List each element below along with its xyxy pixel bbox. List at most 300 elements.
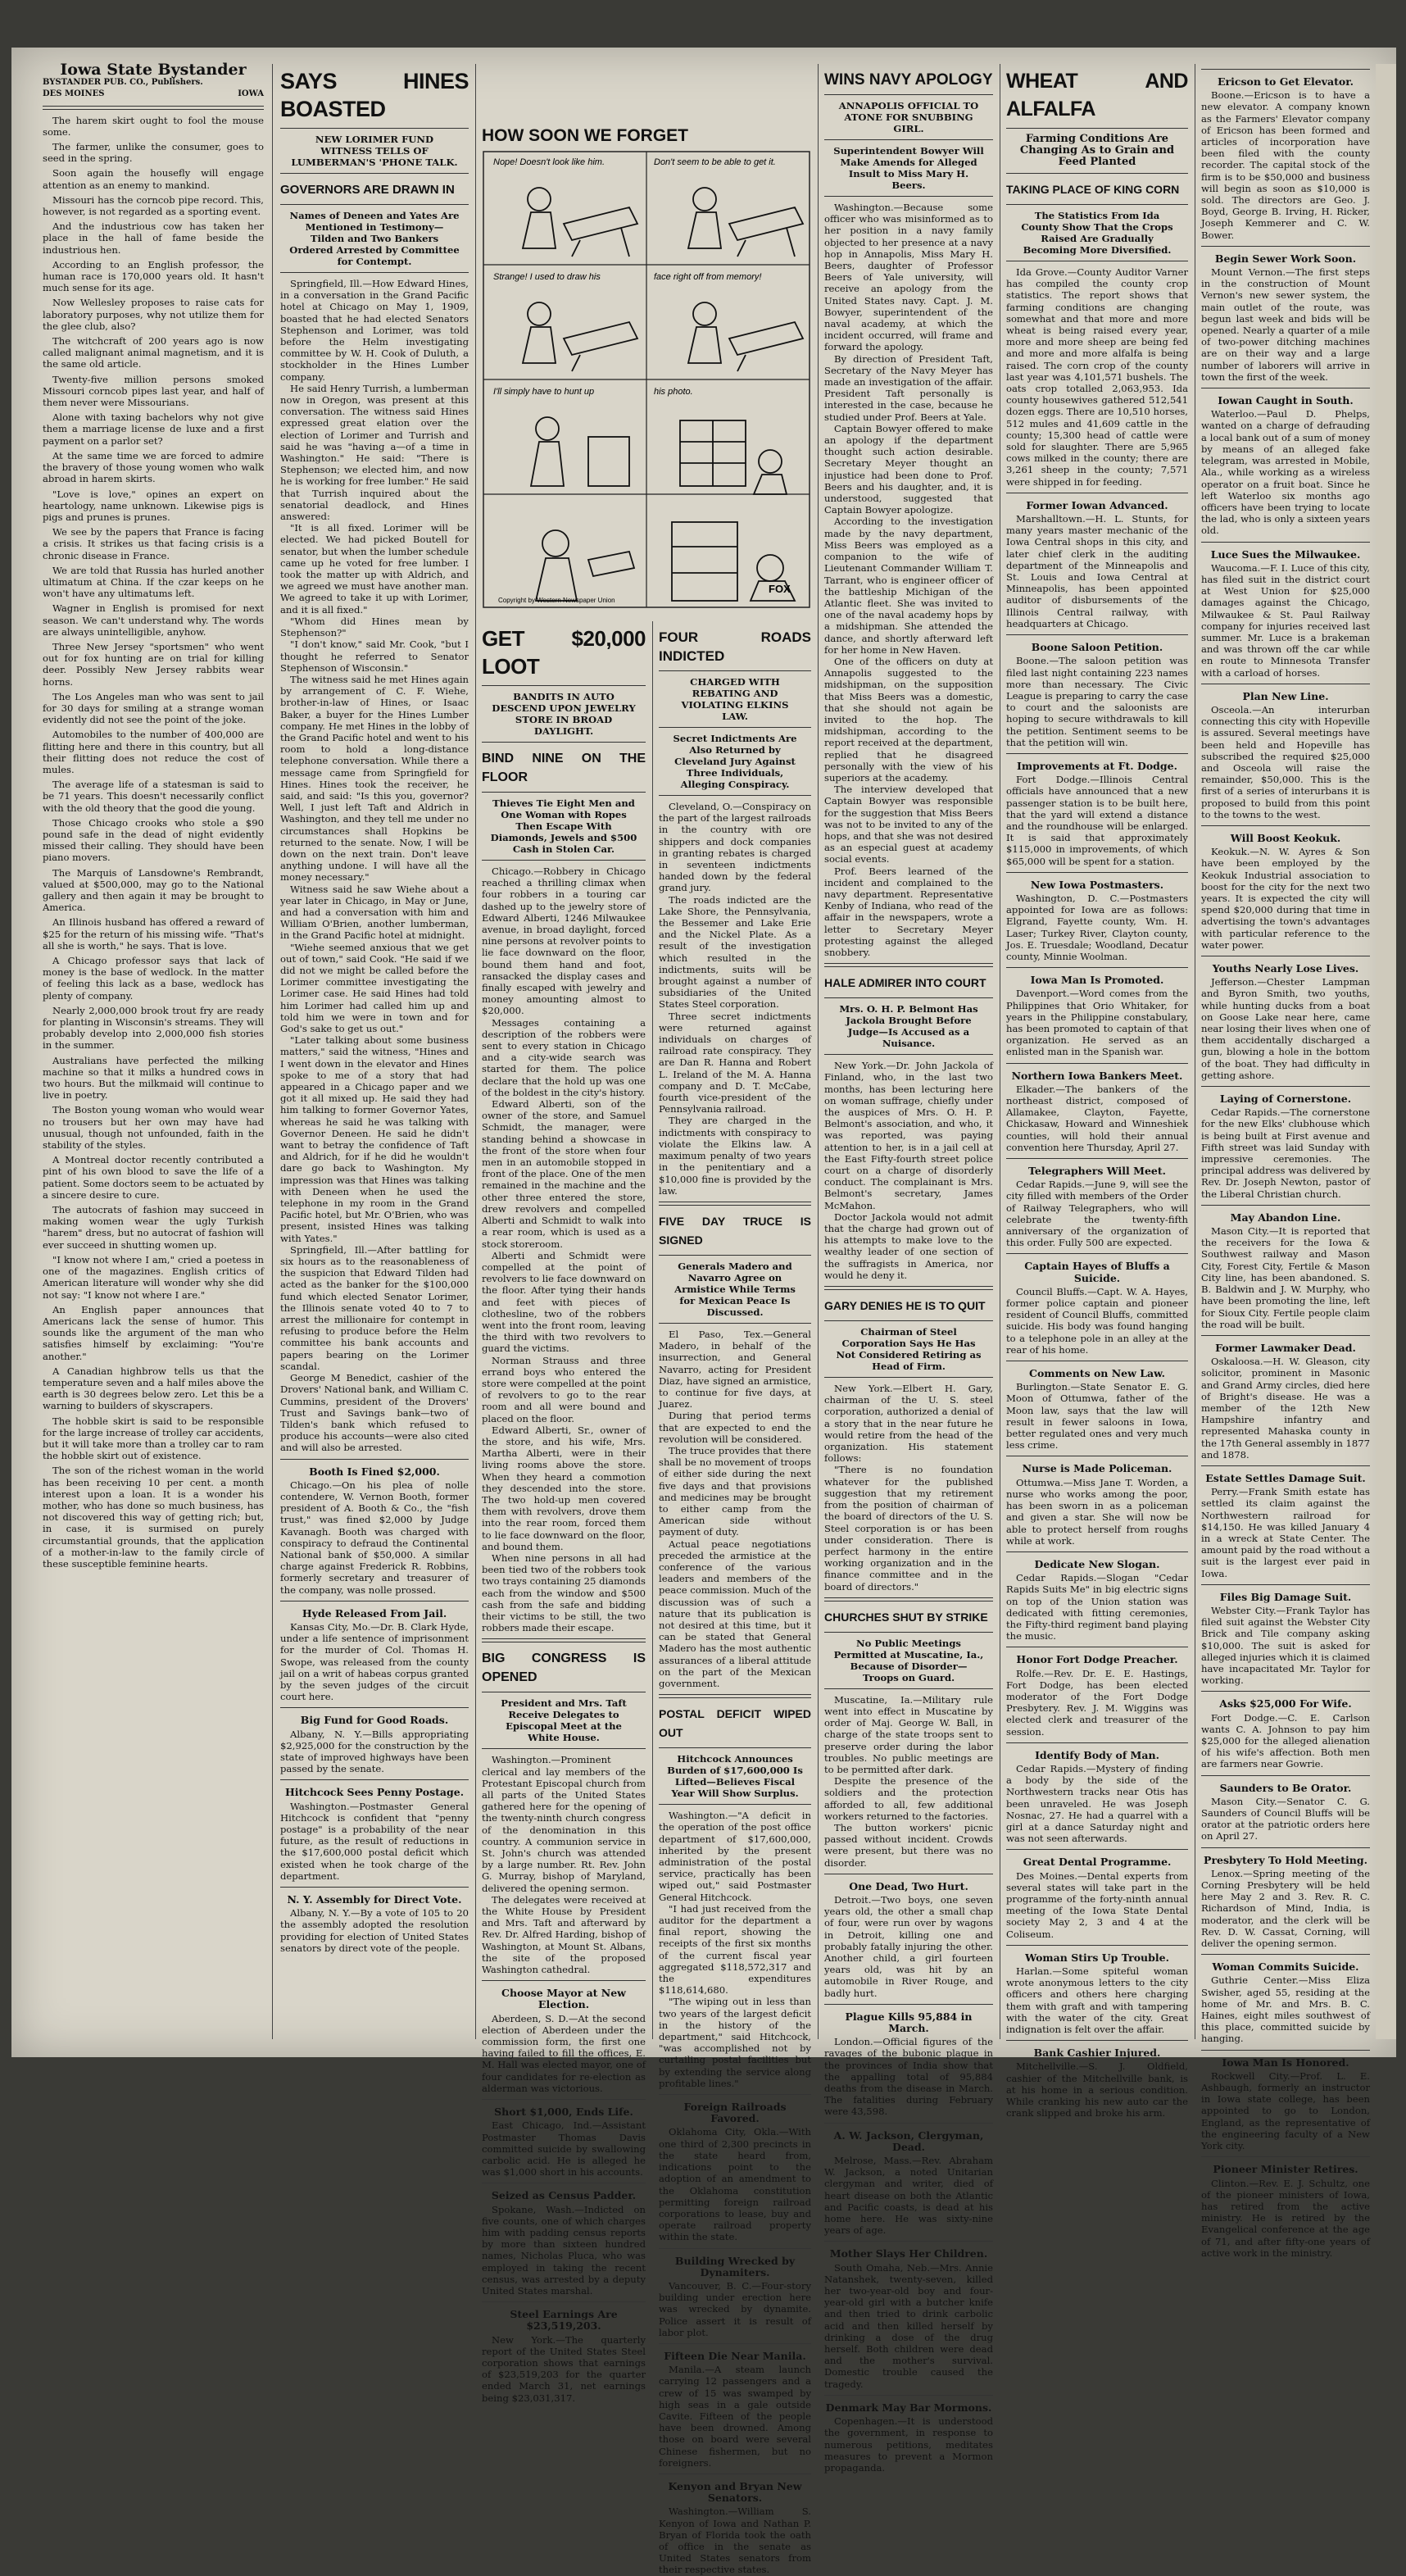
column-3b-briefs [659, 2094, 811, 2576]
editorial-paragraph: "I know not where I am," cried a poetess in one of the magazines. English critics of American literature will wonder why she did not say: "I know not where I are." [43, 1253, 264, 1301]
rule [824, 139, 993, 140]
cartoon-caption-4: face right off from memory! [654, 272, 762, 282]
paragraph: The truce provides that there shall be no movement of troops of either side during the next five days and that provisions and medicines may be brought to either camp from the American side without payment of duty. [659, 1444, 811, 1538]
headline-governors: GOVERNORS ARE DRAWN IN [280, 183, 455, 197]
brief-body: New York.—The quarterly report of the United States Steel corporation shows that earnings of $23,519,203 for the quarter ended March 31, net earnings being $23,031,317. [482, 2333, 646, 2404]
brief-body: Chicago.—On his plea of nolle contendere, W. Vernon Booth, former president of A. Booth & Co., the "fish trust," was fined $2,000 by Judge Kavanagh. Booth was charged with conspiracy to defraud the Continental National bank of $50,000. A similar charge against Frederick R. Robbins, formerly secretary and treasurer of the company, was nolle prossed. [280, 1479, 469, 1596]
rule [280, 204, 469, 205]
brief-body: Melrose, Mass.—Rev. Abraham W. Jackson, a noted Unitarian clergyman and writer, died of heart disease on both the Atlantic and Pacific coasts, is dead at his home here. He was sixty-nine years of age. [824, 2155, 993, 2237]
rule [659, 795, 811, 796]
brief-body: Fort Dodge.—Illinois Central officials have announced that a new passenger station is to be built here, that the yard will extend a distance and the roundhouse will be enlarged. It is said that approximately $115,000 in improvements, of which $65,000 will be spent for a station. [1006, 774, 1188, 867]
brief-heading: Former Iowan Advanced. [1026, 498, 1168, 511]
paragraph: By direction of President Taft, Secretary of the Navy Meyer has made an investigation of the affair. President Taft personally is interested in the case, because he studied under Prof. Beers at Yale. [824, 352, 993, 423]
brief-heading: One Dead, Two Hurt. [849, 1879, 968, 1892]
deck-churches: No Public Meetings Permitted at Muscatine, Ia., Because of Disorder—Troops on Guard. [833, 1637, 984, 1683]
rule [659, 2094, 811, 2095]
brief-heading: Fifteen Die Near Manila. [664, 2349, 806, 2362]
headline-wheat: WHEAT AND ALFALFA [1006, 70, 1188, 120]
rule [659, 1694, 811, 1698]
brief-body: Rockwell City.—Prof. L. E. Ashbaugh, formerly an instructor in Iowa state college, has been appointed to go to London, England, as the representative of the engineering faculty of a New York city. [1201, 2069, 1370, 2152]
editorial-paragraph: The son of the richest woman in the world has been receiving 10 per cent. a month interest upon a loan. It is a wonder his mother, who has done so much business, has not discovered this way of getting rich; but, in case, it is surmised on purely circumstantial grounds, that the application of a mother-in-law to the family circle of these susceptible feminine hearts. [43, 1465, 264, 1570]
brief-body: Cedar Rapids.—Slogan "Cedar Rapids Suits Me" in big electric signs on top of the Union station was dedicated with fitting ceremonies, the Fifty-third regiment band playing the music. [1006, 1572, 1188, 1642]
editorial-paragraph: An Illinois husband has offered a reward of $25 for the return of his missing wife. "That's all she is worth," he says. That is love. [43, 916, 264, 952]
rule [280, 128, 469, 129]
brief-heading: N. Y. Assembly for Direct Vote. [287, 1893, 462, 1906]
deck-roads-2: Secret Indictments Are Also Returned by Cleveland Jury Against Three Individuals, Alleging Conspiracy. [673, 733, 797, 790]
deck-truce: Generals Madero and Navarro Agree on Armistice While Terms for Mexican Peace Is Discussed. [674, 1260, 796, 1318]
brief-heading: Building Wrecked by Dynamiters. [674, 2254, 796, 2278]
brief-body: Keokuk.—N. W. Ayres & Son have been employed by the Keokuk Industrial association to boost for the city for the next two years. It is expected the city will spend $20,000 during that time in advertising the town's advantages with particular reference to the water power. [1201, 846, 1370, 951]
rule [1201, 1335, 1370, 1336]
column-2 [280, 64, 469, 2039]
headline-gary: GARY DENIES HE IS TO QUIT [824, 1299, 986, 1313]
rule [824, 2241, 993, 2242]
brief-body: Cedar Rapids.—The cornerstone for the new Elks' clubhouse which is being built at First avenue and Fifth street was laid Sunday with impressive ceremonies. The principal address was delivered by Rev. Dr. Joseph Newton, pastor of the Liberal Christian church. [1201, 1106, 1370, 1200]
adjacent-page-edge [1376, 64, 1396, 2039]
paragraph: Norman Strauss and three errand boys who entered the store were compelled at the point of revolvers to go to the rear room and all were bound and placed on the floor. [482, 1354, 646, 1424]
brief-heading: Woman Commits Suicide. [1212, 1960, 1359, 1974]
rule [1201, 246, 1370, 247]
brief-heading: Captain Hayes of Bluffs a Suicide. [1024, 1260, 1170, 1284]
paragraph: Witness said he saw Wiehe about a year later in Chicago, in May or June, and had a conversation with him and William O'Brien, another lumberman, in the Grand Pacific hotel at midnight. [280, 883, 469, 942]
column-2-briefs [280, 1459, 469, 1955]
editorial-paragraph: Nearly 2,000,000 brook trout fry are ready for planting in Wisconsin's streams. They will probably develop into 2,000,000 fish stories in the summer. [43, 1004, 264, 1052]
rule [824, 1286, 993, 1290]
publisher-name: BYSTANDER PUB. CO., Publishers. [43, 78, 203, 88]
rule [1006, 1849, 1188, 1850]
paragraph: "I had just received from the auditor for the department a final report, showing the receipts of the first six months of the current fiscal year aggregated $118,572,317 and the expenditures $118,614,680. [659, 1902, 811, 1997]
rule [482, 1980, 646, 1981]
column-3b [659, 621, 811, 2576]
brief-heading: Honor Fort Dodge Preacher. [1016, 1653, 1178, 1666]
paragraph: Captain Bowyer offered to make an apology if the department thought such action desirable. Secretary Meyer thought an injustice had been done to Prof. Beers and his daughter, and, it is understood, suggested that Captain Bowyer apologize. [824, 422, 993, 516]
brief-heading: Boone Saloon Petition. [1031, 641, 1163, 654]
paragraph: "It is all fixed. Lorimer will be elected. We had picked Boutell for senator, but when the lumber schedule came up he voted for free lumber. I took the matter up with Aldrich, and we agreed we must have another man. We agreed to take it up with Lorimer, and it is all fixed." [280, 522, 469, 616]
rule [482, 2099, 646, 2100]
article-roads-body [659, 801, 811, 1197]
deck-roads: CHARGED WITH REBATING AND VIOLATING ELKINS LAW. [681, 676, 789, 722]
rule [824, 1377, 993, 1378]
brief-body: Cedar Rapids.—Mystery of finding a body by the side of the Northwestern tracks near Otis has been unraveled. He was Joseph Nosnac, 27. He had a quarrel with a girl at a dance Saturday night and was not seen afterwards. [1006, 1762, 1188, 1845]
headline-postal: POSTAL DEFICIT WIPED OUT [659, 1707, 811, 1740]
paragraph: The witness said he met Hines again by arrangement of C. F. Wiehe, brother-in-law of Hines, or Isaac Baker, a buyer for the Hines Lumber company. He met Hines in the lobby of the Grand Pacific hotel and went to his room to hold a long-distance telephone conversation. While there a message came from Springfield for Hines. Hines took the receiver, he said, and said: "Is this you, governor? Well, I just left Taft and Aldrich in Washington, and they tell me under no circumstances shall Hopkins be returned to the senate. Now, I will be down on the next train. Don't leave anything undone. I will have all the money necessary." [280, 673, 469, 884]
rule [482, 860, 646, 861]
brief-body: Oklahoma City, Okla.—With one third of 2,300 precincts in the state heard from, indications point to the adoption of an amendment to the Oklahoma constitution permitting foreign railroad corporations to lease, buy and operate railroad property within the state. [659, 2126, 811, 2243]
deck-governors: Names of Deneen and Yates Are Mentioned in Testimony—Tilden and Two Bankers Ordered Arrested by Committee for Contempt. [289, 210, 460, 267]
paragraph: He said Henry Turrish, a lumberman now in Oregon, was present at this conversation. The witness said Hines expressed great elation over the election of Lorimer and Turrish and said he was "having a—of a time in Washington." He said: "There is Stephenson; we elected him, and now he is working for free lumber." He said that Turrish inquired about the senatorial deadlock, and Hines answered: [280, 382, 469, 523]
brief-heading: Northern Iowa Bankers Meet. [1011, 1069, 1183, 1082]
headline-congress: BIG CONGRESS IS OPENED [482, 1651, 646, 1685]
brief-heading: Comments on New Law. [1029, 1367, 1165, 1380]
rule [1006, 2040, 1188, 2041]
paragraph: Washington.—"A deficit in the operation of the post office department of $17,600,000, inherited by the present administration of the postal service, practically has been wiped out," said Postmaster General Hitchcock. [659, 1810, 811, 1903]
brief-body: Fort Dodge.—C. E. Carlson wants C. A. Johnson to pay him $25,000 for the alleged alienation of his wife's affection. Both men are farmers near Gowrie. [1201, 1711, 1370, 1770]
rule [280, 1887, 469, 1888]
editorial-paragraph: A Chicago professor says that lack of money is the base of wedlock. In the matter of feeling this lack as a base, wedlock has plenty of company. [43, 955, 264, 1002]
editorial-paragraph: We are told that Russia has hurled another ultimatum at China. If the czar keeps on he won't have any ultimatums left. [43, 564, 264, 600]
brief-heading: Booth Is Fined $2,000. [309, 1465, 440, 1478]
rule [1201, 2156, 1370, 2157]
paragraph: When nine persons in all had been tied two of the robbers took two trays containing 25 diamonds each from the window and $500 cash from the safe and bidding their victims to be still, the two robbers made their escape. [482, 1552, 646, 1634]
brief-body: Webster City.—Frank Taylor has filed suit against the Webster City Brick and Tile company asking $10,000. The suit is asked for alleged injuries which it is claimed have incapacitated Mr. Taylor for working. [1201, 1604, 1370, 1687]
cartoon-signature: FOX [769, 583, 791, 595]
brief-heading: Improvements at Ft. Dodge. [1017, 759, 1177, 772]
brief-heading: Identify Body of Man. [1035, 1748, 1159, 1761]
article-truce-body [659, 1329, 811, 1689]
brief-body: Boone.—Ericson is to have a new elevator. A company known as the Farmers' Elevator company of Ericson has been formed and articles of incorporation have been filed with the county recorder. The capital stock of the firm is to be $50,000 and business will begin as soon as $10,000 is sold. The directors are Geo. J. Boyd, George B. Irving, H. Ricker, Joseph Kemmerer and C. W. Bower. [1201, 89, 1370, 241]
paragraph: "I don't know," said Mr. Cook, "but I thought he referred to Senator Stephenson of Wisconsin." [280, 638, 469, 674]
rule [659, 2248, 811, 2249]
brief-body: Rolfe.—Rev. Dr. E. E. Hastings, Fort Dodge, has been elected moderator of the Fort Dodge Presbytery. Rev. J. M. Wiggins was elected clerk and treasurer of the session. [1006, 1667, 1188, 1738]
column-divider [818, 64, 819, 2039]
rule [280, 272, 469, 273]
paragraph: Springfield, Ill.—How Edward Hines, in a conversation in the Grand Pacific hotel at Chicago on May 1, 1909, boasted that he had elected Senators Stephenson and Lorimer, was told before the Helm investigating committee by W. H. Cook of Duluth, a stockholder in the Hines Lumber company. [280, 278, 469, 383]
paragraph: "Later talking about some business matters," said the witness, "Hines and I went down in the elevator and Hines spoke to me of a story that had appeared in a Chicago paper and we got it all mixed up. He said they had him talking to former Governor Yates, whereas he said he was talking with Governor Deneen. He said he didn't want to betray the confidence of Taft and Aldrich, for if he did he wouldn't dare go back to Washington. My impression was that Hines was talking with Deneen when he used the telephone in my room in the Grand Pacific hotel, but Mr. O'Brien, who was present, insisted Hines was talking with Yates." [280, 1034, 469, 1244]
editorial-paragraph: And the industrious cow has taken her place in the hall of fame beside the industrious hen. [43, 220, 264, 256]
brief-heading: Estate Settles Damage Suit. [1205, 1471, 1366, 1484]
editorial-paragraph: "Love is love," opines an expert on heartology, name unknown. Likewise pigs is pigs and prunes is prunes. [43, 488, 264, 523]
rule [1201, 1584, 1370, 1585]
rule [824, 963, 993, 967]
column-6-briefs [1201, 69, 1370, 2259]
brief-body: Spokane, Wash.—Indicted on five counts, one of which charges him with padding census reports by more than sixteen hundred names, Nicholas Pluca, who was employed in taking the recent census, was arrested by a deputy United States marshal. [482, 2203, 646, 2297]
masthead-location [43, 89, 264, 100]
rule [1201, 542, 1370, 543]
brief-body: Waterloo.—Paul D. Phelps, wanted on a charge of defrauding a local bank out of a sum of money by means of an alleged fake telegram, was arrested in Mobile, Ala., while working as a wireless operator on a fruit boat. Since he left Waterloo six months ago officers have been trying to locate the lad, who is only a sixteen years old. [1201, 408, 1371, 537]
paragraph: "Wiehe seemed anxious that we get out of town," said Cook. "He said if we did not we might be called before the Lorimer committee investigating the Lorimer case. He said Hines had told him Lorimer had called him up and told him we were in town and for God's sake to get us out." [280, 941, 469, 1034]
editorial-paragraph: The Boston young woman who would wear no trousers but her own may have had unusual, though not unfounded, faith in the stability of the styles. [43, 1104, 264, 1152]
brief-body: Mason City.—It is reported that the receivers for the Iowa & Southwest railway and Mason City, Forest City, Fertile & Mason City line, has been abandoned. S. B. Baldwin and J. W. Murphy, who have been promoting the line, left for Sioux City. Fertile people claim the road will be built. [1201, 1225, 1370, 1330]
rule [1006, 128, 1188, 129]
brief-heading: Nurse is Made Policeman. [1022, 1462, 1172, 1475]
brief-body: Manila.—A steam launch carrying 12 passengers and a crew of 15 was swamped by high seas in a gale outside Cavite. Fifteen of the people have been drowned. Among those on board were several Chinese fishermen, but no foreigners. [659, 2364, 811, 2469]
brief-heading: Steel Earnings Are $23,519,203. [510, 2308, 618, 2333]
column-divider [652, 621, 653, 2039]
editorial-paragraph: Missouri has the corncob pipe record. This, however, is not regarded as a sporting event. [43, 193, 264, 218]
rule [824, 94, 993, 95]
rule [659, 727, 811, 728]
rule [482, 742, 646, 743]
rule [1201, 1775, 1370, 1776]
cartoon-title: HOW SOON WE FORGET [482, 126, 688, 145]
rule [482, 1748, 646, 1749]
brief-body: Kansas City, Mo.—Dr. B. Clark Hyde, under a life sentence of imprisonment for the murder of Col. Thomas H. Swope, was released from the county jail on a writ of habeas corpus granted by the seven judges of the circuit court here. [280, 1620, 469, 1703]
rule [1201, 1205, 1370, 1206]
article-hines-body [280, 278, 469, 1454]
column-4 [824, 64, 993, 2474]
brief-heading: Laying of Cornerstone. [1219, 1093, 1352, 1106]
paragraph: They are charged in the indictments with conspiracy to violate the Elkins law. A maximum penalty of two years in the penitentiary and a $10,000 fine is provided by the law. [659, 1115, 811, 1197]
rule [482, 2301, 646, 2302]
brief-body: Clinton.—Rev. E. J. Schultz, one of the pioneer ministers of Iowa, has retired from the active ministry. He is retired by the Evangelical conference at the age of 71, and after fifty-one years of active work in the ministry. [1201, 2177, 1370, 2259]
brief-body: Harlan.—Some spiteful woman wrote anonymous letters to the city officers and others here charging them with graft and with tampering with the water of the city. Great indignation is felt over the affair. [1006, 1965, 1188, 2036]
editorial-paragraph: The autocrats of fashion may succeed in making women wear the ugly Turkish "harem" dress, but no autocrat of fashion will ever succeed in shutting women up. [43, 1204, 264, 1251]
rule [659, 1804, 811, 1805]
paragraph: New York.—Elbert H. Gary, chairman of the U. S. steel corporation, authorized a denial of a story that in the near future he would retire from the head of the organization. His statement follows: [824, 1383, 993, 1465]
paragraph: Three secret indictments were returned against individuals on charges of railroad rate conspiracy. They are Dan R. Hanna and Robert L. Ireland of the M. A. Hanna company and D. T. McCabe, fourth vice-president of the Pennsylvania railroad. [659, 1010, 811, 1115]
brief-body: Mount Vernon.—The first steps in the construction of Mount Vernon's new sewer system, the main outlet of the route, was begun last week and bids will be opened. Nearly a quarter of a mile of two-power ditching machines are on their way and a large number of laborers will arrive in town the first of the week. [1201, 266, 1370, 383]
brief-body: Perry.—Frank Smith estate has settled its claim against the Northwestern railroad for $14,150. He was killed January 4 in a wreck at State Center. The amount paid by the road without a suit is the largest ever paid in Iowa. [1201, 1486, 1370, 1579]
brief-heading: New Iowa Postmasters. [1030, 878, 1164, 891]
brief-heading: Files Big Damage Suit. [1219, 1590, 1352, 1603]
brief-heading: Iowan Caught in South. [1218, 394, 1354, 407]
deck-navy: ANNAPOLIS OFFICIAL TO ATONE FOR SNUBBING GIRL. [838, 100, 979, 134]
article-navy-body [824, 202, 993, 958]
deck-hines: NEW LORIMER FUND WITNESS TELLS OF LUMBERMAN'S 'PHONE TALK. [291, 134, 458, 168]
brief-body: Marshalltown.—H. L. Stunts, for many years master mechanic of the Iowa Central shops in this city, and later chief clerk in the auditing department of the Minneapolis and St. Louis and Iowa Central at Minneapolis, has been appointed auditor of disbursements of the Illinois Central railway, with headquarters at Chicago. [1006, 513, 1188, 629]
rule [1006, 173, 1188, 174]
brief-heading: Plague Kills 95,884 in March. [845, 2010, 973, 2034]
editorial-paragraph: Alone with taxing bachelors why not give them a marriage license de luxe and a first payment on a parlor set? [43, 411, 264, 447]
cartoon-caption-5: I'll simply have to hunt up [493, 387, 595, 397]
brief-body: Council Bluffs.—Capt. W. A. Hayes, former police captain and pioneer resident of Council Bluffs, committed suicide. His body was found hanging to a telephone pole in an alley at the rear of his home. [1006, 1285, 1188, 1356]
rule [1201, 825, 1370, 826]
paragraph: Chicago.—Robbery in Chicago reached a thrilling climax when four robbers in a touring car dashed up to the jewelry store of Edward Alberti, 1246 Milwaukee avenue, in broad daylight, forced nine persons at revolver points to lie face downward on the floor, bound them hand and foot, ransacked the display cases and finally escaped with jewelry and money amounting almost to $20,000. [482, 865, 646, 1017]
brief-heading: Saunders to Be Orator. [1219, 1781, 1352, 1794]
brief-heading: Begin Sewer Work Soon. [1214, 252, 1357, 265]
paragraph: Ida Grove.—County Auditor Varner has compiled the county crop statistics. The report shows that farming conditions are changing somewhat and that more and more wheat is being raised every year, more and more sheep are being fed and more and more alfalfa is being raised. The corn crop of the county last year was 4,101,571 bushels. The oats crop totalled 2,063,953. Ida county housewives gathered 512,541 dozen eggs. There are 10,510 horses, 512 mules and 41,609 cattle in the county; 15,300 head of cattle were sold for slaughter. There are 5,965 cows milked in the county; there are 3,261 sheep in the county; 7,571 were shipped in for feeding. [1006, 266, 1188, 488]
column-divider [475, 64, 476, 2039]
paragraph: The interview developed that Captain Bowyer was responsible for the suggestion that Miss Beers was not to be invited to any of the hops, and that she was not desired as an especial guest at academy social events. [824, 784, 993, 865]
paragraph: "There is no foundation whatever for the published suggestion that my retirement from the position of chairman of the board of directors of the U. S. Steel corporation is or has been under consideration. There is perfect harmony in the entire working organization and in the finance committee and in the board of directors." [824, 1464, 993, 1592]
paragraph: Muscatine, Ia.—Military rule went into effect in Muscatine by order of Maj. George W. Ball, in charge of the state troops sent to preserve order during the labor troubles. No public meetings are to be permitted after dark. [824, 1693, 993, 1775]
headline-roads: FOUR ROADS INDICTED [659, 629, 811, 664]
column-5-briefs [1006, 493, 1188, 2119]
rule [482, 1638, 646, 1642]
rule [1006, 634, 1188, 635]
article-hale-body [824, 1060, 993, 1281]
column-3 [482, 621, 646, 2404]
rule [824, 2004, 993, 2005]
brief-body: Mason City.—Senator C. G. Saunders of Council Bluffs will be orator at the patriotic orders here on April 27. [1201, 1795, 1370, 1842]
brief-heading: Former Lawmaker Dead. [1215, 1341, 1356, 1354]
brief-heading: A. W. Jackson, Clergyman, Dead. [833, 2128, 984, 2153]
paragraph: New York.—Dr. John Jackola of Finland, who, in the last two months, has been lecturing here on woman suffrage, chiefly under the auspices of Mrs. O. H. P. Belmont's association, and who, it was reported, was paying attention to her, is in a jail cell at the East Fifty-fourth street police court on a charge of disorderly conduct. The complainant is Mrs. Belmont's secretary, James McMahon. [824, 1060, 993, 1211]
rule [824, 196, 993, 197]
article-churches-body [824, 1694, 993, 1869]
cartoon-panels [482, 150, 811, 609]
brief-body: Albany, N. Y.—By a vote of 105 to 20 the assembly adopted the resolution providing for election of United States senators by direct vote of the people. [280, 1907, 469, 1954]
brief-heading: Woman Stirs Up Trouble. [1025, 1951, 1169, 1964]
brief-heading: Iowa Man Is Honored. [1222, 2056, 1349, 2069]
rule [824, 1632, 993, 1633]
brief-body: Detroit.—Two boys, one seven years old, the other a small chap of four, were run over by wagons in Detroit, killing one and probably fatally injuring the other. Another child, a girl fourteen years old, was hit by an automobile in River Rouge, and badly hurt. [824, 1893, 993, 1999]
paragraph: One of the officers on duty at Annapolis suggested to the midshipman, on the supposition that Miss Beers was a domestic, that she should not again be invited to the hop. The midshipman, according to the report received at the department, replied that he disagreed personally with the view of his superiors at the academy. [824, 655, 993, 784]
rule [1006, 204, 1188, 205]
rule [659, 1747, 811, 1748]
brief-body: Washington.—William S. Kenyon of Iowa and Nathan P. Bryan of Florida took the oath of office in the senate as United States senators from their respective states. [659, 2506, 811, 2576]
brief-body: Aberdeen, S. D.—At the second election of Aberdeen under the commission form, the first one having failed to fill the offices, E. M. Hall was elected mayor, one of four candidates for re-election as alderman was victorious. [482, 2012, 646, 2094]
brief-heading: Kenyon and Bryan New Senators. [668, 2479, 802, 2505]
cartoon-caption-2: Don't seem to be able to get it. [654, 157, 776, 167]
brief-heading: Seized as Census Padder. [491, 2189, 637, 2202]
rule [824, 1320, 993, 1321]
rule [1006, 872, 1188, 873]
editorial-paragraph: Automobiles to the number of 400,000 are flitting here and there in this country, but all their flitting does not reduce the cost of mules. [43, 729, 264, 775]
cartoon [482, 123, 811, 613]
paragraph: Washington.—Because some officer who was misinformed as to her position in a navy family objected to her presence at a navy hop in Annapolis, Miss Mary H. Beers, daughter of Professor Beers of Yale university, will receive an apology from the United States navy. Capt. J. M. Bowyer, superintendent of the naval academy, at which the incident occurred, will frame and forward the apology. [824, 202, 993, 353]
paragraph: Springfield, Ill.—After battling for six hours as to the reasonableness of the suspicion that Edward Tilden had acted as the banker for the $100,000 fund which elected Senator Lorimer, the Illinois senate voted 40 to 7 to arrest the millionaire for contempt in refusing to produce before the Helm committee his bank accounts and papers bearing on the Lorimer scandal. [280, 1243, 469, 1372]
deck-loot: BANDITS IN AUTO DESCEND UPON JEWELRY STORE IN BROAD DAYLIGHT. [492, 691, 636, 737]
brief-body: Ottumwa.—Miss Jane T. Worden, a nurse who works among the poor, has been sworn in as a policeman and given a star. She will now be able to protect herself from roughs while at work. [1006, 1476, 1188, 1547]
rule [280, 173, 469, 174]
rule [1201, 1465, 1370, 1466]
article-congress-body [482, 1754, 646, 1975]
cartoon-caption-6: his photo. [654, 387, 693, 397]
brief-body: Copenhagen.—It is understood the government, in response to numerous petitions, meditates measures to prevent a Mormon propaganda. [824, 2415, 993, 2474]
rule [824, 2395, 993, 2396]
paragraph: According to the investigation made by the navy department, Miss Beers was employed as a companion to the wife of Lieutenant Commander William T. Tarrant, who is engineer officer of the battleship Michigan of the Atlantic fleet. She was invited to one of the naval academy hops by a midshipman. She attended the dance, and shortly afterward left for her home in New Haven. [824, 516, 993, 656]
brief-heading: Dedicate New Slogan. [1034, 1557, 1160, 1570]
deck-congress: President and Mrs. Taft Receive Delegates to Episcopal Meet at the White House. [501, 1697, 627, 1744]
editorial-paragraph: Those Chicago crooks who stole a $90 pound safe in the dead of night evidently missed their calling. They should have been piano movers. [43, 816, 264, 864]
editorial-paragraph: The farmer, unlike the consumer, goes to seed in the spring. [43, 141, 264, 165]
column-3-briefs [482, 1980, 646, 2404]
paragraph: George M Benedict, cashier of the Drovers' National bank, and William C. Cummins, president of the Drovers' Trust and Savings bank—two of Tilden's bank which refused to produce his accounts—were also cited and will also be arrested. [280, 1372, 469, 1454]
rule [1201, 69, 1370, 70]
paragraph: The button workers' picnic passed without incident. Crowds were present, but there was no disorder. [824, 1821, 993, 1869]
paragraph: The roads indicted are the Lake Shore, the Pennsylvania, the Bessemer and Lake Erie and the Nickel Plate. As a result of the investigation which resulted in the indictments, suits will be brought against a number of subsidiaries of the United States Steel corporation. [659, 893, 811, 1011]
deck-king-corn: The Statistics From Ida County Show That the Crops Raised Are Gradually Becoming More Diversified. [1021, 210, 1173, 256]
brief-heading: Mother Slays Her Children. [829, 2247, 988, 2260]
editorial-paragraph: The hobble skirt is said to be responsible for the large increase of trolley car accidents, but it will take more than a trolley car to ram the hobble skirt out of existence. [43, 1415, 264, 1462]
brief-body: Guthrie Center.—Miss Eliza Swisher, aged 55, residing at the home of Mr. and Mrs. B. C. Haines, eight miles southwest of this place, committed suicide by hanging. [1201, 1974, 1370, 2045]
paragraph: Actual peace negotiations preceded the armistice at the conference of the various leaders and members of the peace commission. Much of the discussion was of such a nature that its publication is not desired at this time, but it can be stated that General Madero has the most authentic assurances of a liberal attitude on the part of the Mexican government. [659, 1538, 811, 1689]
brief-heading: Pioneer Minister Retires. [1213, 2163, 1358, 2176]
cartoon-caption-3: Strange! I used to draw his [493, 272, 601, 282]
paragraph: During that period terms that are expected to end the revolution will be considered. [659, 1410, 811, 1445]
editorial-paragraph: An English paper announces that Americans lack the sense of humor. This sounds like the argument of the man who satisfies himself by exclaiming: "You're another." [43, 1303, 264, 1362]
paragraph: Edward Alberti, Sr., owner of the store, and his wife, Mrs. Martha Alberti, were in their living rooms above the store. When they heard a commotion they descended into the store. The two hold-up men covered them with revolvers, drove them into the rear room, forced them to lie face downward on the floor, and bound them. [482, 1424, 646, 1552]
brief-heading: Bank Cashier Injured. [1033, 2047, 1161, 2060]
column-4-briefs [824, 1874, 993, 2474]
brief-heading: Presbytery To Hold Meeting. [1204, 1853, 1367, 1866]
cartoon-credit: Copyright by Western Newspaper Union [498, 597, 615, 604]
editorial-paragraph: Wagner in English is promised for next season. We can't understand why. The words are always unintelligible, anyhow. [43, 602, 264, 638]
headline-king-corn: TAKING PLACE OF KING CORN [1006, 183, 1180, 196]
editorial-paragraph: The Los Angeles man who was sent to jail for 30 days for smiling at a strange woman evidently did not see the point of the joke. [43, 690, 264, 726]
deck-bind-nine: Thieves Tie Eight Men and One Woman with Ropes Then Escape With Diamonds, Jewels and $500 Cash in Stolen Car. [490, 797, 637, 855]
brief-body: South Omaha, Neb.—Mrs. Annie Natanshek, twenty-seven, killed her two-year-old boy and four-year-old girl with a butcher knife and then tried to drink carbolic acid and then killed herself by drinking a dose of the drug herself. Both children were dead and the mother's survival. Domestic trouble caused the tragedy. [824, 2261, 993, 2390]
editorial-paragraph: Soon again the housefly will engage attention as an enemy to mankind. [43, 167, 264, 191]
column-1-paragraphs [43, 115, 264, 1570]
brief-body: Burlington.—State Senator E. G. Moon of Ottumwa, father of the Moon law, says that the law will result in fewer saloons in Iowa, better regulated ones and very much less crime. [1006, 1381, 1188, 1452]
headline-loot: GET $20,000 LOOT [482, 626, 646, 679]
paragraph: Doctor Jackola would not admit that the charge had grown out of his attempts to make love to the wealthy leader of one section of the suffragists in America, nor would he deny it. [824, 1211, 993, 1281]
rule [824, 1597, 993, 1601]
brief-body: Boone.—The saloon petition was filed last night containing 223 names more than necessary. The Civic League is preparing to carry the case to court and the saloonists are hoping to secure withdrawals to kill the petition. Sentiment seems to be that the petition will win. [1006, 655, 1188, 748]
brief-body: Cedar Rapids.—June 9, will see the city filled with members of the Order of Railway Telegraphers, who will celebrate the twenty-fifth anniversary of the organization of this order. Fully 500 are expected. [1006, 1179, 1188, 1249]
paragraph: El Paso, Tex.—General Madero, in behalf of the insurrection, and General Navarro, acting for President Diaz, have signed an armistice, to continue for five days, at Juarez. [659, 1328, 811, 1411]
brief-body: Elkader.—The bankers of the northeast district, composed of Allamakee, Clayton, Fayette, Chickasaw, Howard and Winneshiek counties, will hold their annual convention here Thursday, April 27. [1006, 1083, 1188, 1153]
brief-body: Washington, D. C.—Postmasters appointed for Iowa are as follows: Elgrand, Fayette county, Wm. H. Laser; Turkey River, Clayton county, Jos. E. Truesdale; Woodland, Decatur county, Minnie Woolman. [1006, 892, 1188, 962]
rule [824, 2123, 993, 2124]
rule [824, 1688, 993, 1689]
editorial-paragraph: The Marquis of Lansdowne's Rembrandt, valued at $500,000, may go to the National gallery and then again it may be brought to America. [43, 866, 264, 914]
editorial-paragraph: Three New Jersey "sportsmen" who went out for fox hunting are on trial for killing deer. Possibly New Jersey rabbits wear horns. [43, 640, 264, 688]
brief-heading: Big Fund for Good Roads. [300, 1714, 449, 1727]
rule [659, 1323, 811, 1324]
brief-heading: Youths Nearly Lose Lives. [1212, 962, 1359, 975]
brief-body: Des Moines.—Dental experts from several states will take part in the programme of the forty-ninth annual meeting of the Iowa State Dental society May 2, 3 and 4 at the Coliseum. [1006, 1870, 1188, 1940]
rule [482, 685, 646, 686]
brief-heading: Plan New Line. [1242, 689, 1329, 702]
brief-heading: Luce Sues the Milwaukee. [1210, 547, 1361, 561]
rule [1201, 1086, 1370, 1087]
headline-navy: WINS NAVY APOLOGY [824, 71, 993, 89]
editorial-paragraph: A Montreal doctor recently contributed a pint of his own blood to save the life of a patient. Some doctors seem to be actuated by a sincere desire to cure. [43, 1154, 264, 1201]
headline-churches: CHURCHES SHUT BY STRIKE [824, 1610, 988, 1624]
paragraph: Washington.—Prominent clerical and lay members of the Protestant Episcopal church from all parts of the United States gathered here for the opening of the twenty-ninth church congress of the denomination in this country. A communion service in St. John's church was attended by a large number. Rt. Rev. John G. Murray, bishop of Maryland, delivered the opening sermon. [482, 1754, 646, 1894]
rule [1201, 2050, 1370, 2051]
brief-heading: Iowa Man Is Promoted. [1030, 974, 1164, 987]
paragraph: Alberti and Schmidt were compelled at the point of revolvers to lie face downward on the floor. After tying their hands and feet with pieces of clothesline, two of the robbers went into the front room, leaving the third with two revolvers to guard the victims. [482, 1249, 646, 1355]
masthead-state: IOWA [238, 89, 264, 99]
deck-postal: Hitchcock Announces Burden of $17,600,000 Is Lifted—Believes Fiscal Year Will Show Surplus. [667, 1753, 803, 1800]
deck-wheat: Farming Conditions Are Changing As to Grain and Feed Planted [1019, 133, 1175, 168]
rule [824, 997, 993, 998]
editorial-paragraph: At the same time we are forced to admire the bravery of those young women who walk abroad in harem skirts. [43, 449, 264, 485]
headline-hines: SAYS HINES BOASTED [280, 69, 469, 121]
cartoon-caption-1: Nope! Doesn't look like him. [493, 157, 605, 167]
article-loot-body [482, 865, 646, 1633]
brief-body: Jefferson.—Chester Lampman and Byron Smith, two youths, while hunting ducks from a boat on Goose Lake near here, came near losing their lives when one of them accidentally discharged a gun, blowing a hole in the bottom of the boat. They had difficulty in getting ashore. [1201, 976, 1370, 1081]
column-1 [43, 61, 264, 2039]
paragraph: Edward Alberti, son of the owner of the store, and Samuel Schmidt, the manager, were standing behind a showcase in the front of the store when four men in an automobile stopped in front of the place. One of the men remained in the machine and the other three entered the store, drew revolvers and compelled Alberti and Schmidt to walk into a rear room, which is used as a stock storeroom. [482, 1098, 646, 1250]
masthead-publisher [43, 77, 264, 89]
masthead-rule [43, 106, 264, 110]
rule [1201, 1847, 1370, 1848]
rule [280, 1459, 469, 1460]
brief-body: London.—Official figures of the ravages of the bubonic plague in the provinces of India show that the appalling total of 95,884 deaths from the disease in March. The fatalities during February were 43,598. [824, 2036, 993, 2118]
editorial-paragraph: A Canadian highbrow tells us that the temperature seven and a half miles above the earth is 30 degrees below zero. Let this be a warning to builders of skyscrapers. [43, 1365, 264, 1412]
rule [1201, 1954, 1370, 1955]
brief-body: Davenport.—Word comes from the Philippines that Orio Whitaker, for years in the Philippine constabulary, has been promoted to captain of that organization. He served as an enlisted man in the Spanish war. [1006, 988, 1188, 1058]
rule [1201, 1691, 1370, 1692]
rule [824, 1054, 993, 1055]
rule [1006, 1063, 1188, 1064]
paragraph: The delegates were received at the White House by President and Mrs. Taft and afterward by Rev. Dr. Alfred Harding, bishop of Washington, at Mount St. Albans, the site of the proposed Washington cathedral. [482, 1893, 646, 1976]
editorial-paragraph: Twenty-five million persons smoked Missouri corncob pipes last year, and half of them never were Missourians. [43, 373, 264, 409]
editorial-paragraph: Australians have perfected the milking machine so that it milks a hundred cows in two hours. But the milkmaid will continue to live in poetry. [43, 1054, 264, 1102]
rule [1006, 1945, 1188, 1946]
rule [659, 2343, 811, 2344]
brief-heading: Ericson to Get Elevator. [1218, 75, 1354, 88]
paragraph: "Whom did Hines mean by Stephenson?" [280, 615, 469, 639]
paragraph: "The wiping out in less than two years of the largest deficit in the history of the department," said Hitchcock, "was accomplished not by curtailing postal facilities but by extending the service along profitable lines." [659, 1996, 811, 2089]
rule [1006, 753, 1188, 754]
brief-body: Lenox.—Spring meeting of the Corning Presbytery will be held here May 2 and 3. Rev. R. C. Richardson of Mind, India, is moderator, and the clerk will be Rev. D. W. Cassat, Corning, will deliver the opening sermon. [1201, 1867, 1370, 1950]
brief-body: Vancouver, B. C.—Four-story building under erection here was wrecked by dynamite. Police assert it is result of labor plot. [659, 2279, 811, 2338]
brief-heading: May Abandon Line. [1230, 1211, 1341, 1224]
headline-truce: FIVE DAY TRUCE IS SIGNED [659, 1214, 811, 1247]
brief-heading: Hyde Released From Jail. [302, 1606, 447, 1620]
editorial-paragraph: Now Wellesley proposes to raise cats for laboratory purposes, why not utilize them for the glee club, also? [43, 297, 264, 332]
brief-body: Albany, N. Y.—Bills appropriating $2,925,000 for the construction by the state of improved highways have been passed by the senate. [280, 1728, 469, 1775]
paragraph: Prof. Beers learned of the incident and complained to the navy department. Representative Kenby of Indiana, who read of the affair in the newspapers, wrote a letter to Secretary Meyer protesting against the alleged snobbery. [824, 865, 993, 958]
rule [1006, 1253, 1188, 1254]
paragraph: Despite the presence of the soldiers and the protection afforded to all, few additional workers returned to the factories. [824, 1775, 993, 1822]
rule [659, 670, 811, 671]
paragraph: Messages containing a description of the robbers were sent to every station in Chicago and a city-wide search was started for them. The police declare that the hold up was one of the boldest in the city's history. [482, 1016, 646, 1098]
headline-hale: HALE ADMIRER INTO COURT [824, 976, 986, 990]
brief-heading: Asks $25,000 For Wife. [1219, 1697, 1352, 1711]
rule [1006, 1158, 1188, 1159]
headline-bind-nine: BIND NINE ON THE FLOOR [482, 752, 646, 784]
rule [482, 792, 646, 793]
rule [280, 1707, 469, 1708]
editorial-paragraph: The harem skirt ought to fool the mouse some. [43, 114, 264, 138]
